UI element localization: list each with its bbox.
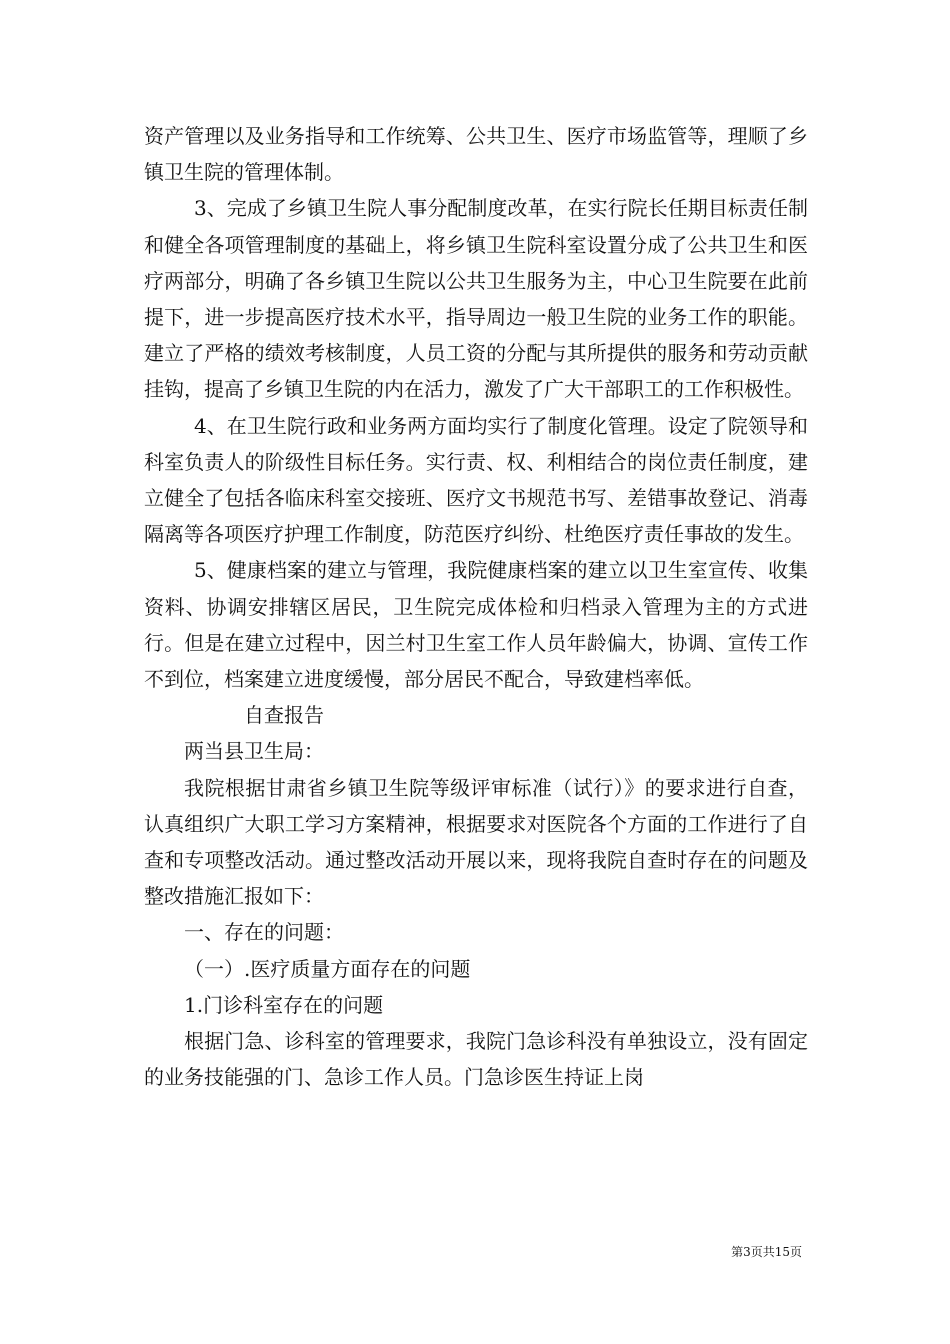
paragraph-7: 我院根据甘肃省乡镇卫生院等级评审标准（试行）》的要求进行自查，认真组织广大职工学习方案精神，根据要求对医院各个方面的工作进行了自查和专项整改活动。通过整改活动开展以来，现将我院自查时存在的问题及整改措施汇报如下： (144, 775, 808, 909)
section-heading-1: 一、存在的问题： (184, 920, 344, 945)
paragraph-1: 资产管理以及业务指导和工作统筹、公共卫生、医疗市场监管等，理顺了乡镇卫生院的管理体制。 (144, 124, 808, 185)
paragraph-3: 4、在卫生院行政和业务两方面均实行了制度化管理。设定了院领导和科室负责人的阶级性目标任务。实行责、权、利相结合的岗位责任制度，建立健全了包括各临床科室交接班、医疗文书规范书写、差错事故登记、消毒隔离等各项医疗护理工作制度，防范医疗纠纷、杜绝医疗责任事故的发生。 (144, 413, 808, 547)
paragraph-4: 5、健康档案的建立与管理，我院健康档案的建立以卫生室宣传、收集资料、协调安排辖区居民，卫生院完成体检和归档录入管理为主的方式进行。但是在建立过程中，因兰村卫生室工作人员年龄偏大，协调、宣传工作不到位，档案建立进度缓慢，部分居民不配合，导致建档率低。 (144, 558, 808, 692)
report-title: 自查报告 (244, 703, 324, 728)
page-footer (731, 1244, 802, 1260)
paragraph-2: 3、完成了乡镇卫生院人事分配制度改革，在实行院长任期目标责任制和健全各项管理制度的基础上，将乡镇卫生院科室设置分成了公共卫生和医疗两部分，明确了各乡镇卫生院以公共卫生服务为主，中心卫生院要在此前提下，进一步提高医疗技术水平，指导周边一般卫生院的业务工作的职能。建立了严格的绩效考核制度，人员工资的分配与其所提供的服务和劳动贡献挂钩，提高了乡镇卫生院的内在活力，激发了广大干部职工的工作积极性。 (144, 196, 808, 402)
item-heading-1: 1.门诊科室存在的问题 (184, 992, 384, 1017)
page-number: 第3页共15页 (731, 1245, 802, 1259)
document-body (144, 118, 808, 1095)
paragraph-11: 根据门急、诊科室的管理要求，我院门急诊科没有单独设立，没有固定的业务技能强的门、急诊工作人员。门急诊医生持证上岗 (144, 1029, 808, 1090)
recipient-line: 两当县卫生局： (184, 739, 324, 764)
subsection-heading-1: （一）.医疗质量方面存在的问题 (184, 956, 471, 981)
